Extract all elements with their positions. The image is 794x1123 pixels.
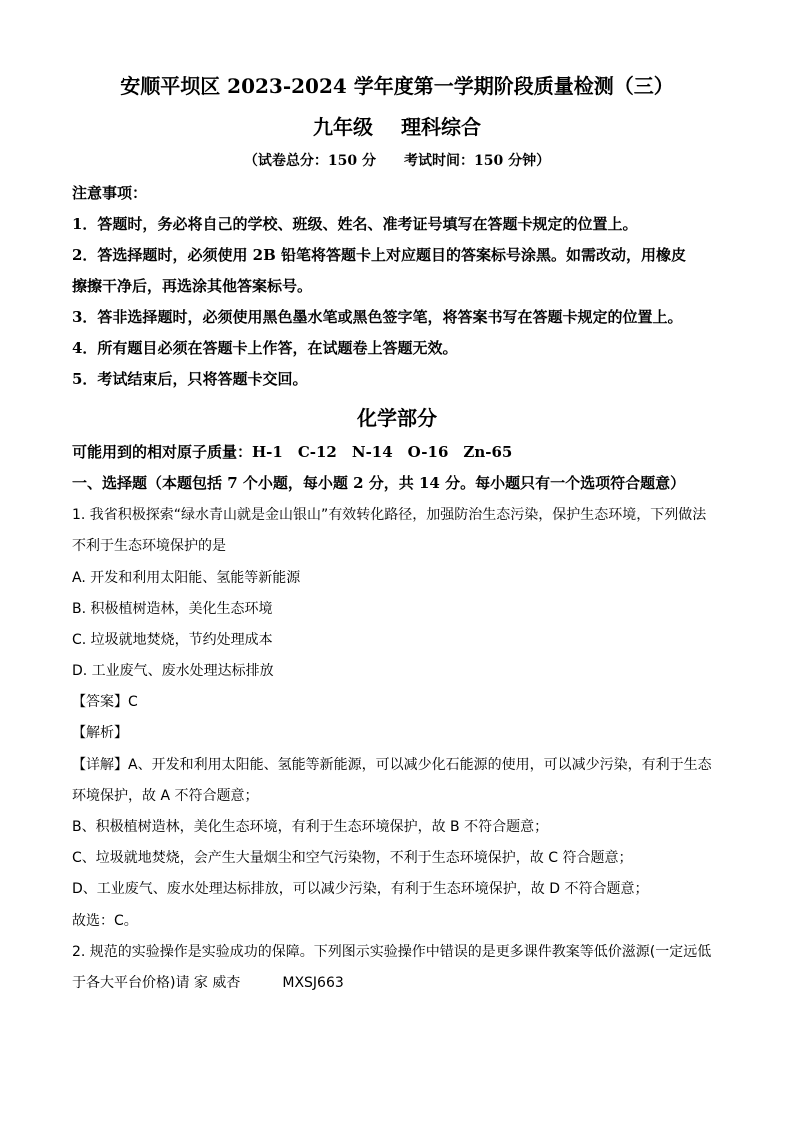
q2-stem-cont: 于各大平台价格)请 家 威杏 MXSJ663 — [72, 975, 344, 991]
total-score: （试卷总分：150 分 — [243, 153, 376, 169]
notice-item-2: 2．答选择题时，必须使用 2B 铅笔将答题卡上对应题目的答案标号涂黑。如需改动，用橡皮 — [72, 246, 687, 264]
notice-item-5: 5．考试结束后，只将答题卡交回。 — [72, 370, 308, 388]
exam-title: 安顺平坝区 2023-2024 学年度第一学期阶段质量检测（三） — [120, 74, 674, 98]
notice-item-1: 1．答题时，务必将自己的学校、班级、姓名、准考证号填写在答题卡规定的位置上。 — [72, 215, 638, 233]
q1-detail-b: B、积极植树造林，美化生态环境，有利于生态环境保护，故 B 不符合题意； — [72, 819, 549, 835]
notice-item-3: 3．答非选择题时，必须使用黑色墨水笔或黑色签字笔，将答案书写在答题卡规定的位置上。 — [72, 308, 683, 326]
q1-conclusion: 故选：C。 — [72, 913, 138, 929]
q1-option-c: C. 垃圾就地焚烧，节约处理成本 — [72, 632, 273, 648]
q1-detail-c: C、垃圾就地焚烧，会产生大量烟尘和空气污染物，不利于生态环境保护，故 C 符合题意； — [72, 850, 633, 866]
notice-heading: 注意事项： — [72, 184, 148, 202]
q1-option-a: A. 开发和利用太阳能、氢能等新能源 — [72, 570, 301, 586]
notice-item-4: 4．所有题目必须在答题卡上作答，在试题卷上答题无效。 — [72, 339, 458, 357]
q1-analysis: 【解析】 — [72, 725, 128, 741]
section-title: 化学部分 — [357, 406, 437, 430]
q1-stem: 1. 我省积极探索“绿水青山就是金山银山”有效转化路径，加强防治生态污染，保护生态环境，下列做法 — [72, 507, 707, 523]
part-one-heading: 一、选择题（本题包括 7 个小题，每小题 2 分，共 14 分。每小题只有一个选项符合题意） — [72, 474, 686, 492]
exam-info — [0, 150, 794, 170]
q1-detail-cont: 环境保护，故 A 不符合题意； — [72, 788, 259, 804]
notice-item-2-cont: 擦擦干净后，再选涂其他答案标号。 — [72, 277, 313, 295]
q2-stem: 2. 规范的实验操作是实验成功的保障。下列图示实验操作中错误的是更多课件教案等低价滋源(一定远低 — [72, 944, 712, 960]
q1-stem-cont: 不利于生态环境保护的是 — [72, 538, 226, 554]
atomic-mass-line: 可能用到的相对原子质量：H-1 C-12 N-14 O-16 Zn-65 — [72, 443, 513, 461]
exam-subtitle — [0, 111, 794, 140]
subject-label: 理科综合 — [401, 115, 481, 139]
exam-time: 考试时间：150 分钟） — [404, 153, 551, 169]
q1-option-d: D. 工业废气、废水处理达标排放 — [72, 663, 274, 679]
q1-answer: 【答案】C — [72, 694, 138, 710]
q1-option-b: B. 积极植树造林，美化生态环境 — [72, 601, 273, 617]
grade-label: 九年级 — [313, 115, 373, 139]
q1-detail: 【详解】A、开发和利用太阳能、氢能等新能源，可以减少化石能源的使用，可以减少污染，有利于生态 — [72, 757, 712, 773]
q1-detail-d: D、工业废气、废水处理达标排放，可以减少污染，有利于生态环境保护，故 D 不符合题意； — [72, 881, 649, 897]
